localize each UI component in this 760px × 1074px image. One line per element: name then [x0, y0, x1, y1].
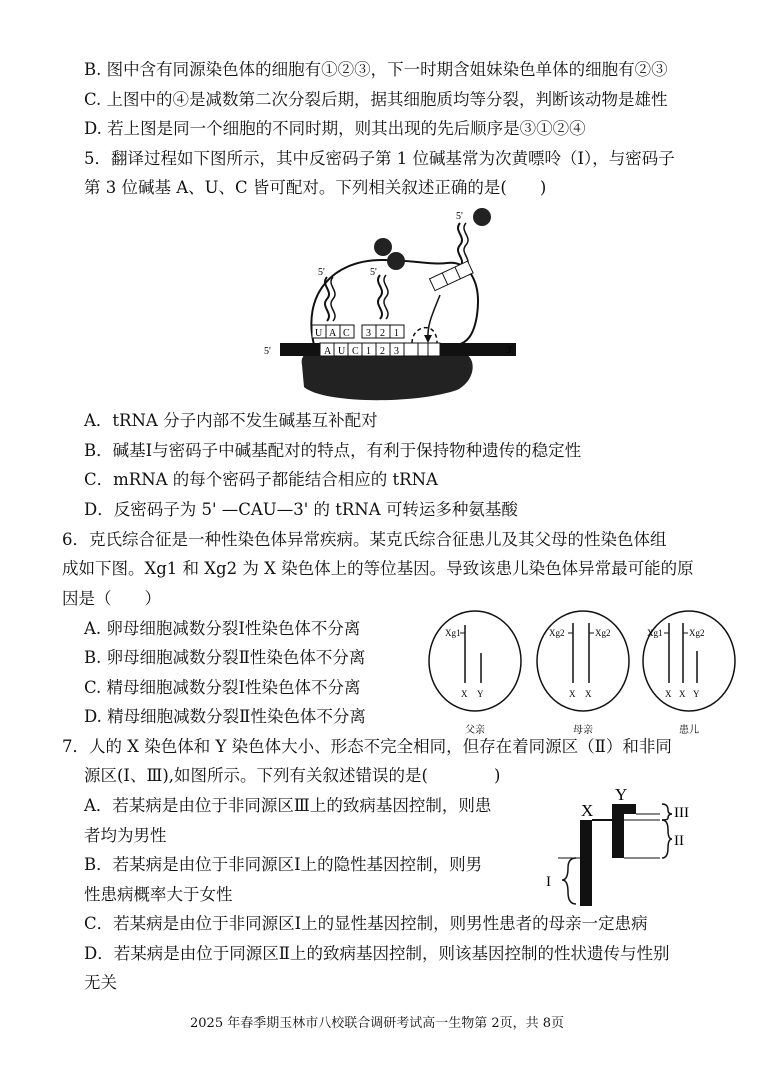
amino-acid-ball — [473, 208, 491, 226]
father-caption: 父亲 — [465, 725, 485, 736]
child-gene-2: Xg2 — [689, 628, 705, 638]
father-chromosome-x: X — [461, 689, 468, 699]
q7-stem-line1: 7．人的 X 染色体和 Y 染色体大小、形态不完全相同，但存在着同源区（Ⅱ）和非同 — [62, 737, 672, 756]
anticodon-old-1: U — [315, 328, 323, 339]
child-gene-1: Xg1 — [647, 628, 663, 638]
q4-option-d: D. 若上图是同一个细胞的不同时期，则其出现的先后顺序是③①②④ — [84, 119, 586, 138]
codon-base-2: U — [338, 346, 346, 357]
q4-option-b: B. 图中含有同源染色体的细胞有①②③，下一时期含姐妹染色单体的细胞有②③ — [84, 60, 668, 79]
child-chromosome-x2: X — [679, 689, 686, 699]
ribosome-small-subunit — [302, 352, 473, 400]
mother-chromosome-x1: X — [569, 689, 576, 699]
region-iii-label: III — [674, 805, 689, 821]
trna-5-prime-label-c: 5' — [456, 211, 463, 222]
anticodon-new-3: 1 — [394, 328, 399, 339]
mother-gene-2: Xg2 — [595, 628, 611, 638]
amino-acid-ball — [387, 252, 405, 270]
q4-option-c: C. 上图中的④是减数第二次分裂后期，据其细胞质均等分裂，判断该动物是雄性 — [84, 90, 668, 109]
q7-option-c: C．若某病是由位于非同源区Ⅰ上的显性基因控制，则男性患者的母亲一定患病 — [84, 914, 648, 933]
q6-option-b: B. 卵母细胞减数分裂Ⅱ性染色体不分离 — [84, 648, 366, 667]
father-chromosome-y: Y — [477, 689, 484, 699]
mother-cell — [537, 611, 629, 711]
q6-stem-line3: 因是（ ） — [62, 589, 161, 608]
q5-option-c: C．mRNA 的每个密码子都能结合相应的 tRNA — [84, 470, 438, 489]
codon-base-3: C — [352, 346, 359, 357]
mother-chromosome-x2: X — [585, 689, 592, 699]
mother-caption: 母亲 — [573, 725, 593, 736]
amino-acid-ball — [374, 238, 392, 256]
departing-trna-stem — [325, 277, 329, 321]
q7-option-d-line1: D．若某病是由位于同源区Ⅱ上的致病基因控制，则该基因控制的性状遗传与性别 — [84, 944, 670, 963]
q6-option-a: A. 卵母细胞减数分裂Ⅰ性染色体不分离 — [84, 619, 361, 638]
region-ii-label: II — [674, 833, 684, 849]
incoming-trna-stem — [458, 223, 462, 267]
codon-base-1: A — [324, 346, 332, 357]
mother-gene-1: Xg2 — [549, 628, 565, 638]
q6-option-c: C. 精母细胞减数分裂Ⅰ性染色体不分离 — [84, 678, 361, 697]
child-cell — [643, 611, 735, 711]
q5-option-a: A．tRNA 分子内部不发生碱基互补配对 — [84, 411, 378, 430]
q5-option-d: D．反密码子为 5' —CAU—3' 的 tRNA 可转运多种氨基酸 — [84, 500, 518, 519]
anticodon-old-2: A — [329, 328, 337, 339]
q7-stem-line2: 源区(Ⅰ、Ⅲ),如图所示。下列有关叙述错误的是( ) — [84, 766, 501, 785]
q7-option-d-line2: 无关 — [84, 973, 117, 992]
anticodon-new-1: 3 — [366, 328, 371, 339]
q5-stem-line2: 第 3 位碱基 A、U、C 皆可配对。下列相关叙述正确的是( ) — [84, 178, 547, 197]
mrna-5-prime-label: 5' — [264, 346, 271, 357]
trna-5-prime-label-b: 5' — [370, 267, 377, 278]
father-gene: Xg1 — [445, 628, 461, 638]
codon-base-6: 3 — [394, 346, 399, 357]
translation-figure — [262, 205, 532, 405]
q5-option-b: B．碱基Ⅰ与密码子中碱基配对的特点，有利于保持物种遗传的稳定性 — [84, 441, 582, 460]
peptidyl-trna-stem — [378, 275, 382, 319]
entry-arrow — [428, 295, 440, 340]
q7-option-b-line1: B．若某病是由位于非同源区Ⅰ上的隐性基因控制，则男 — [84, 855, 483, 874]
child-chromosome-x1: X — [665, 689, 672, 699]
q7-option-b-line2: 性患病概率大于女性 — [84, 885, 233, 904]
child-caption: 患儿 — [679, 725, 699, 736]
xy-chromosome-figure — [528, 780, 708, 915]
mrna-3-prime-label: 3' — [506, 345, 513, 356]
codon-base-5: 2 — [380, 346, 385, 357]
y-chromosome-label: Y — [615, 785, 628, 804]
q6-stem-line2: 成如下图。Xg1 和 Xg2 为 X 染色体上的等位基因。导致该患儿染色体异常最可能的原 — [62, 559, 694, 578]
x-chromosome — [580, 820, 592, 906]
q5-stem-line1: 5．翻译过程如下图所示，其中反密码子第 1 位碱基常为次黄嘌呤（Ⅰ），与密码子 — [84, 149, 675, 168]
page-footer: 2025 年春季期玉林市八校联合调研考试高一生物第 2页，共 8页 — [190, 1016, 565, 1031]
anticodon-old-3: C — [343, 328, 350, 339]
codon-base-4: 1 — [366, 346, 371, 357]
father-cell — [429, 611, 521, 711]
q6-stem-line1: 6．克氏综合征是一种性染色体异常疾病。某克氏综合征患儿及其父母的性染色体组 — [62, 530, 667, 549]
q7-option-a-line1: A．若某病是由位于非同源区Ⅲ上的致病基因控制，则患 — [84, 796, 492, 815]
trna-5-prime-label-a: 5' — [318, 267, 325, 278]
x-chromosome-label: X — [581, 801, 594, 820]
anticodon-new-2: 2 — [380, 328, 385, 339]
karyotype-figure — [425, 603, 740, 738]
q6-option-d: D. 精母细胞减数分裂Ⅱ性染色体不分离 — [84, 707, 366, 726]
q7-option-a-line2: 者均为男性 — [84, 826, 167, 845]
child-chromosome-y: Y — [693, 689, 700, 699]
region-i-label: I — [546, 874, 551, 890]
